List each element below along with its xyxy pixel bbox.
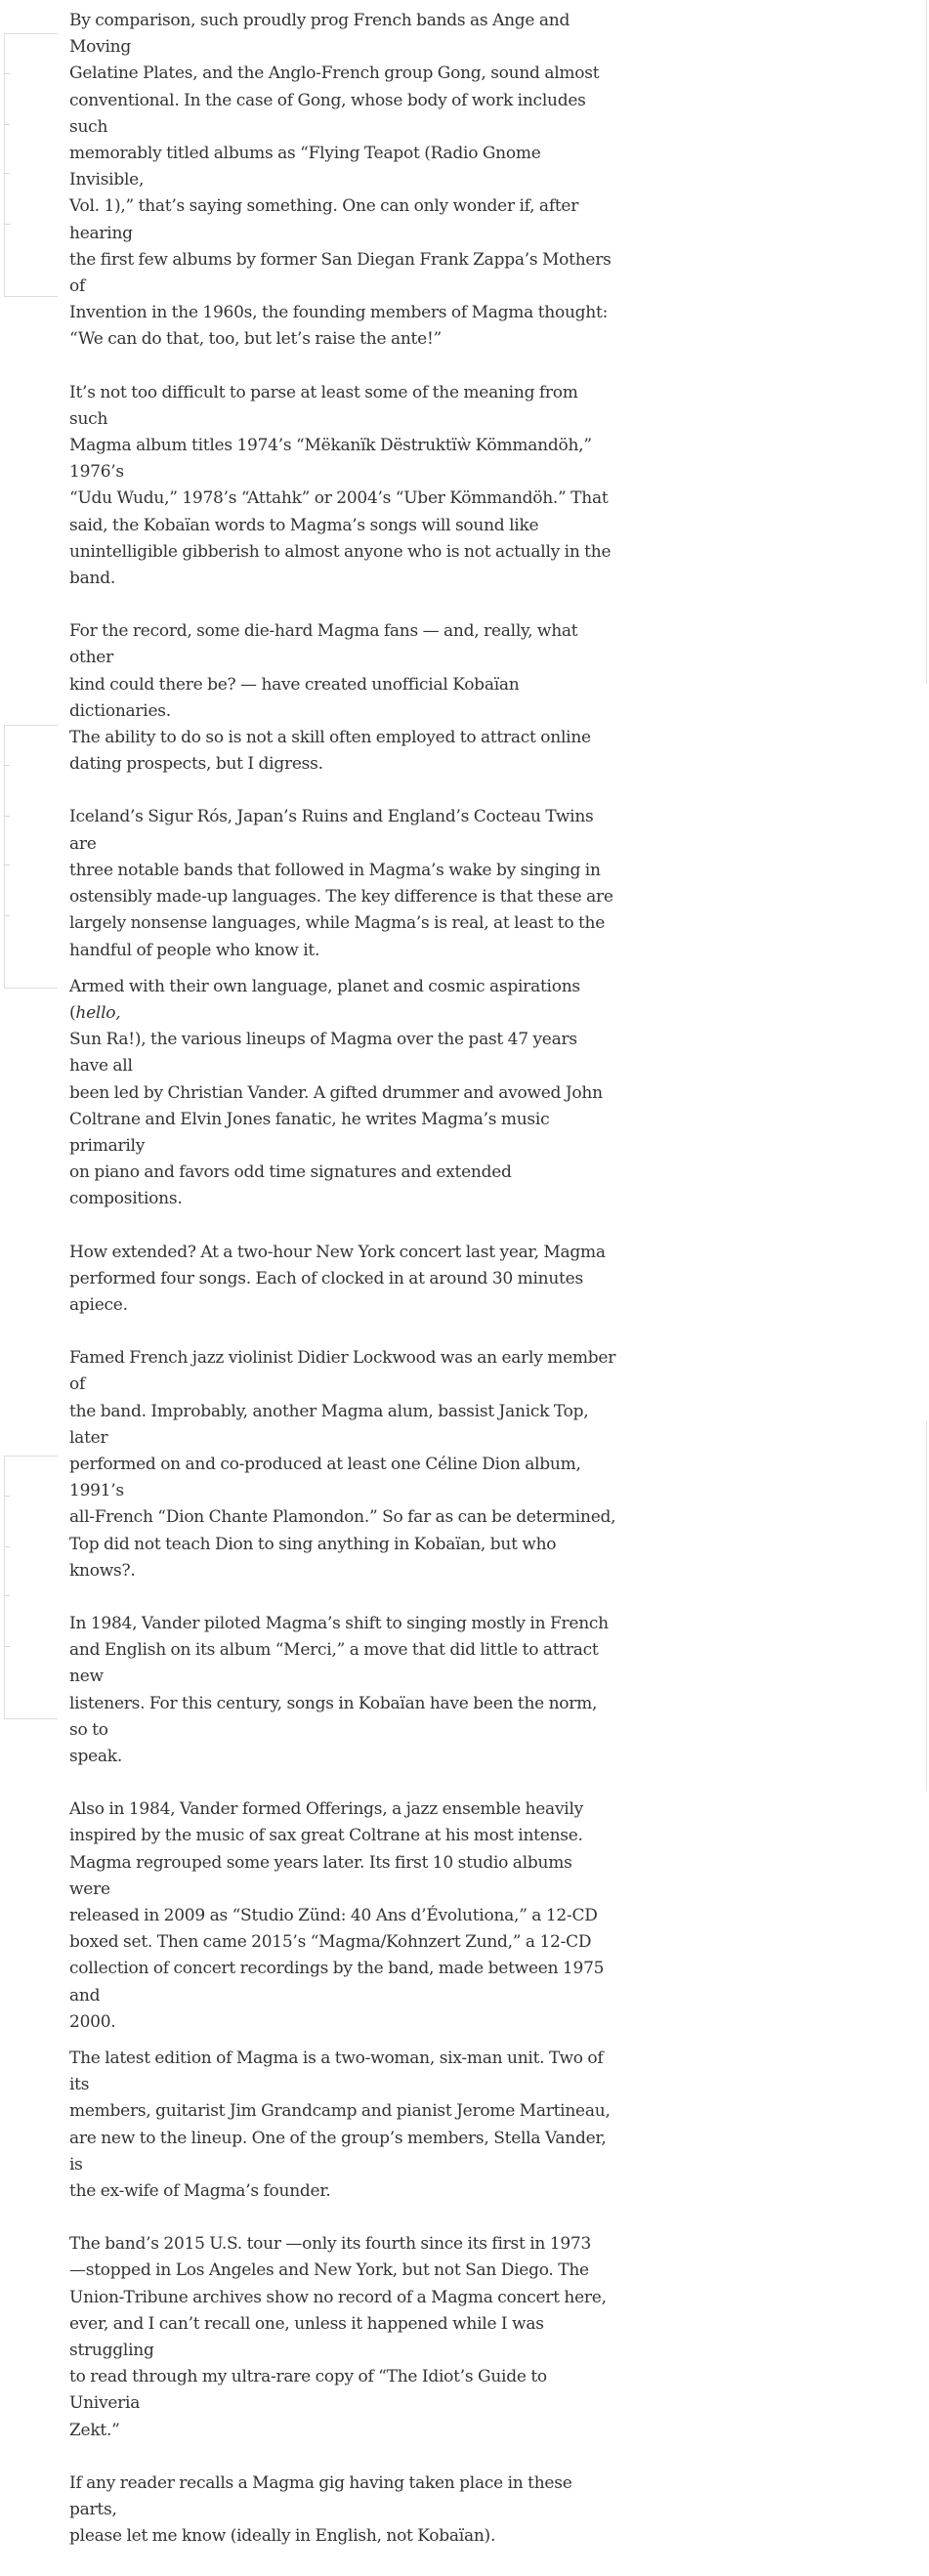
article-paragraph: It’s not too difficult to parse at least some of the meaning from such Magma album titles 1974’s “Mëkanïk Dëstruktïẁ Kömmandöh,” 1976’s “Udu Wudu,” 1978’s “Attahk” or 2004’s “Uber Kömmandöh.” That said, the Kobaïan words to Magma’s songs will sound like unintelligible gibberish to almost anyone who is not actually in the band. [69, 382, 612, 589]
article-paragraph: How extended? At a two-hour New York concert last year, Magma performed four songs. Each of clocked in at around 30 minutes apiece. [69, 1242, 606, 1315]
right-edge-rule [926, 0, 927, 684]
article-paragraph: Iceland’s Sigur Rós, Japan’s Ruins and England’s Cocteau Twins are three notable bands that followed in Magma’s wake by singing in ostensibly made-up languages. The key difference is that these are largely nonsense languages, while Magma’s is real, at least to the handful of people who know it. [69, 807, 613, 960]
article-paragraph: By comparison, such proudly prog French bands as Ange and Moving Gelatine Plates, and the Anglo-French group Gong, sound almost conventional. In the case of Gong, whose body of work includes such memorably titled albums as “Flying Teapot (Radio Gnome Invisible, Vol. 1),” that’s saying something. One can only wonder if, after hearing the first few albums by former San Diegan Frank Zappa’s Mothers of Invention in the 1960s, the founding members of Magma thought: “We can do that, too, but let’s raise the ante!” [69, 11, 612, 350]
right-edge-rule [926, 1421, 927, 1791]
article-paragraph: In 1984, Vander piloted Magma’s shift to singing mostly in French and English on its album “Merci,” a move that did little to attract new listeners. For this century, songs in Kobaïan have been the norm, so to speak. [69, 1613, 609, 1766]
margin-bracket-bottom [4, 1456, 58, 1719]
article-paragraph: If any reader recalls a Magma gig having taken place in these parts, please let me know (ideally in English, not Kobaïan). [69, 2472, 572, 2547]
margin-bracket-middle [4, 725, 58, 989]
paragraph-text: Armed with their own language, planet and cosmic aspirations ( [69, 976, 580, 1023]
margin-bracket-top [4, 33, 58, 297]
article-body [69, 8, 616, 2576]
emphasized-text: hello, [75, 1002, 121, 1023]
article-paragraph: Famed French jazz violinist Didier Lockwood was an early member of the band. Improbably, another Magma alum, bassist Janick Top, later performed on and co-produced at least one Céline Dion album, 1991’s all-French “Dion Chante Plamondon.” So far as can be determined, Top did not teach Dion to sing anything in Kobaïan, but who knows?. [69, 1348, 616, 1581]
article-paragraph [69, 974, 616, 1213]
article-paragraph: Also in 1984, Vander formed Offerings, a jazz ensemble heavily inspired by the music of sax great Coltrane at his most intense. Magma regrouped some years later. Its first 10 studio albums were released in 2009 as “Studio Zünd: 40 Ans d’Évolutiona,” a 12-CD boxed set. Then came 2015’s “Magma/Kohnzert Zund,” a 12-CD collection of concert recordings by the band, made between 1975 and 2000. [69, 1799, 605, 2032]
article-paragraph: For the record, some die-hard Magma fans — and, really, what other kind could there be? — have created unofficial Kobaïan dictionaries. The ability to do so is not a skill often employed to attract online dating prospects, but I digress. [69, 621, 591, 775]
paragraph-text: Sun Ra!), the various lineups of Magma over the past 47 years have all been led by Christian Vander. A gifted drummer and avowed John Coltrane and Elvin Jones fanatic, he writes Magma’s music primarily on piano and favors odd time signatures and extended compositions. [69, 1030, 603, 1209]
article-paragraph: The latest edition of Magma is a two-woman, six-man unit. Two of its members, guitarist Jim Grandcamp and pianist Jerome Martineau, are new to the lineup. One of the group’s members, Stella Vander, is the ex-wife of Magma’s founder. [69, 2048, 611, 2202]
article-paragraph: The band’s 2015 U.S. tour —only its fourth since its first in 1973 —stopped in Los Angeles and New York, but not San Diego. The Union-Tribune archives show no record of a Magma concert here, ever, and I can’t recall one, unless it happened while I was struggling to read through my ultra-rare copy of “The Idiot’s Guide to Univeria Zekt.” [69, 2234, 607, 2440]
